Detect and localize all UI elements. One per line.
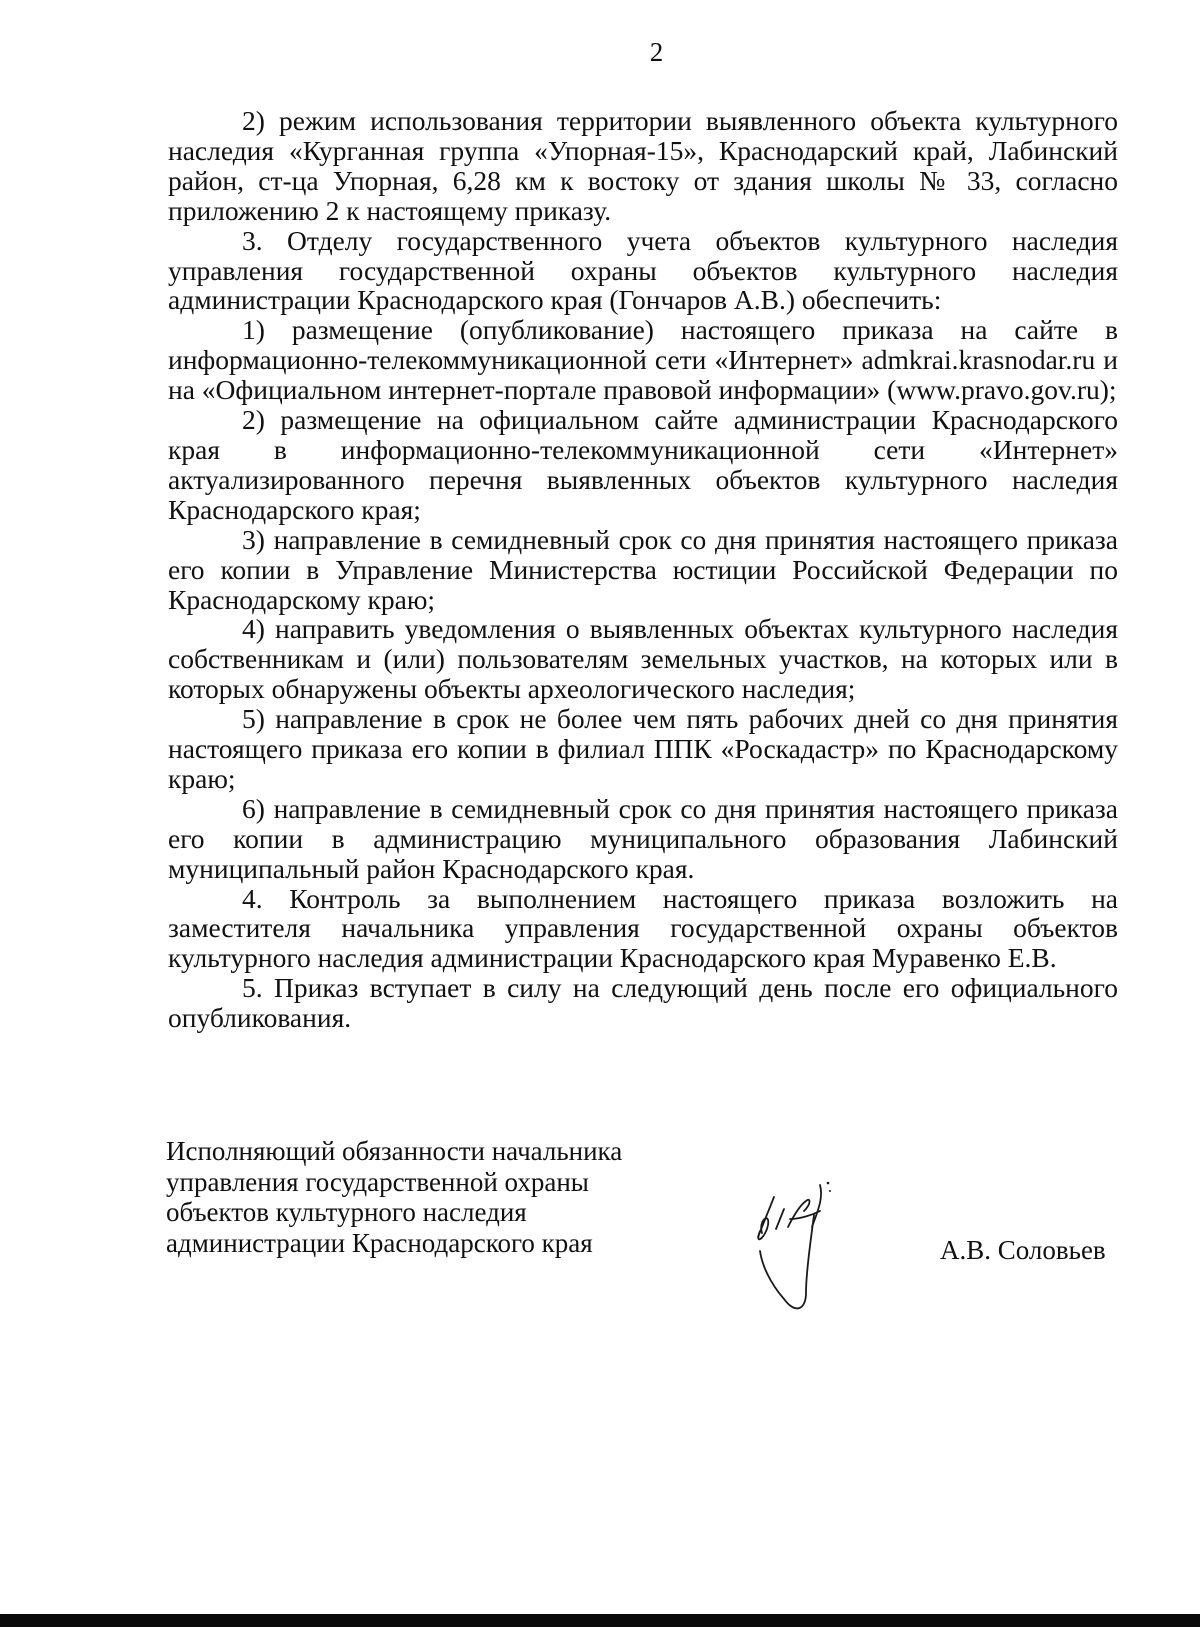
paragraph-3-1-publication: 1) размещение (опубликование) настоящего приказа на сайте в информационно-телекоммуникационной сети «Интернет» admkrai.krasnodar.ru и на «Официальном интернет-портале правовой информации» (www.pravo.gov.ru);	[168, 314, 1118, 406]
signatory-position-line: Исполняющий обязанности начальника	[166, 1136, 623, 1166]
signatory-position-line: объектов культурного наследия	[166, 1197, 527, 1227]
signatory-position	[166, 1136, 706, 1258]
document-body	[168, 106, 1118, 1033]
signatory-position-line: администрации Краснодарского края	[166, 1227, 593, 1258]
page-number: 2	[649, 37, 664, 67]
paragraph-5-effect: 5. Приказ вступает в силу на следующий день после его официального опубликования.	[168, 972, 1118, 1034]
paragraph-3-5-roskadastr: 5) направление в срок не более чем пять рабочих дней со дня принятия настоящего приказа его копии в филиал ППК «Роскадастр» по Краснодарскому краю;	[168, 703, 1118, 794]
handwritten-signature	[740, 1175, 880, 1335]
paragraph-3-2-website: 2) размещение на официальном сайте администрации Краснодарского края в информационно-телекоммуникационной сети «Интернет» актуализированного перечня выявленных объектов культурного наследия Краснодарского края;	[168, 404, 1118, 525]
paragraph-3-4-notifications: 4) направить уведомления о выявленных объектах культурного наследия собственникам и (или) пользователям земельных участков, на которых или в которых обнаружены объекты археологического наследия;	[168, 613, 1118, 705]
scan-bottom-edge	[0, 1614, 1200, 1627]
paragraph-3-6-municipality: 6) направление в семидневный срок со дня принятия настоящего приказа его копии в администрацию муниципального образования Лабинский муниципальный район Краснодарского края.	[168, 792, 1118, 884]
paragraph-2-regime: 2) режим использования территории выявленного объекта культурного наследия «Курганная группа «Упорная-15», Краснодарский край, Лабинский район, ст-ца Упорная, 6,28 км к востоку от здания школы № 33, согласно приложению 2 к настоящему приказу.	[168, 105, 1118, 226]
signatory-position-line: управления государственной охраны	[166, 1166, 589, 1197]
signatory-name: А.В. Соловьев	[940, 1235, 1106, 1265]
paragraph-3-3-ministry: 3) направление в семидневный срок со дня принятия настоящего приказа его копии в Управление Министерства юстиции Российской Федерации по Краснодарскому краю;	[168, 523, 1118, 615]
paragraph-4-control: 4. Контроль за выполнением настоящего приказа возложить на заместителя начальника управления государственной охраны объектов культурного наследия администрации Краснодарского края Муравенко Е.В.	[168, 882, 1118, 974]
paragraph-3-department: 3. Отделу государственного учета объектов культурного наследия управления государственной охраны объектов культурного наследия администрации Краснодарского края (Гончаров А.В.) обеспечить:	[168, 224, 1118, 316]
